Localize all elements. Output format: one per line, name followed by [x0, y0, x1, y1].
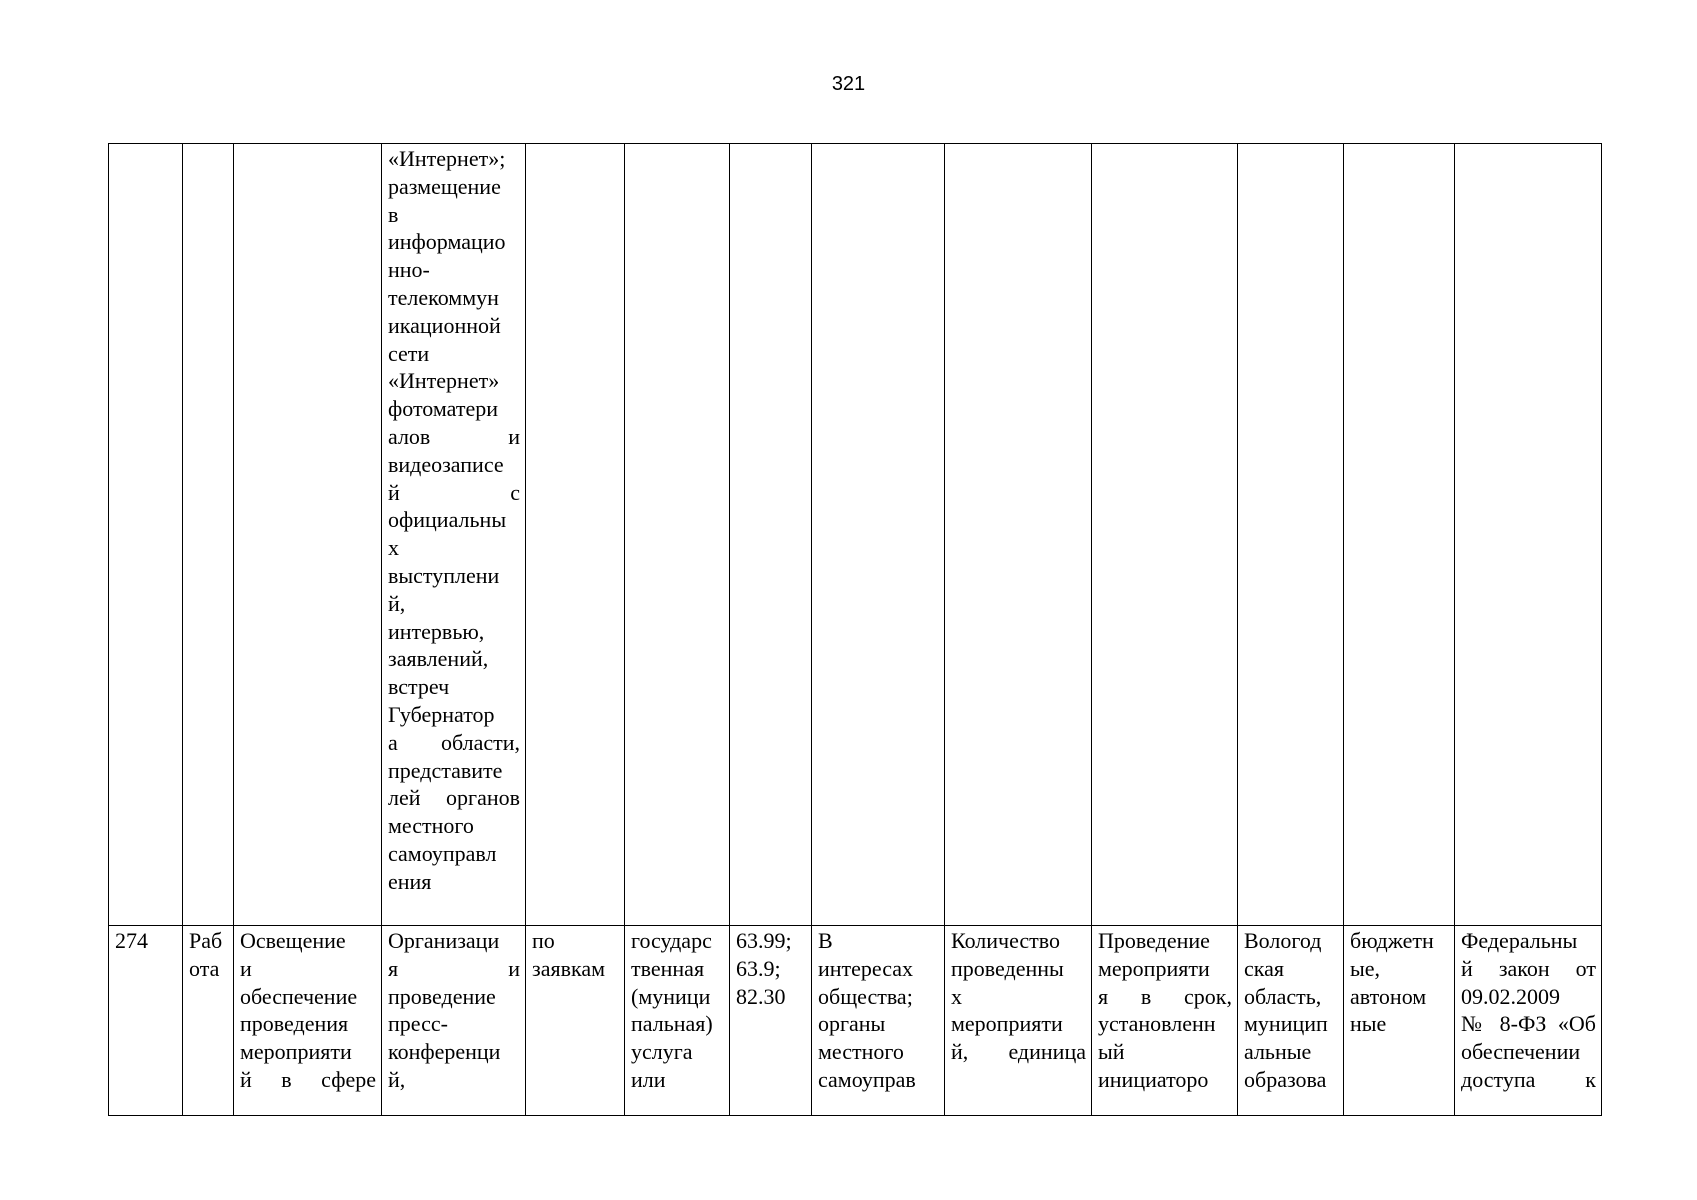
cell-text-line: лей органов — [388, 785, 520, 811]
cell-text-line: 09.02.2009 — [1461, 983, 1560, 1009]
cell-text-line: видеозаписе — [388, 451, 504, 477]
cell-text-line: местного — [818, 1039, 904, 1065]
cell-text-line: я и — [388, 955, 520, 981]
cell-text-line: фотоматери — [388, 396, 498, 422]
cell-text-line: альные — [1244, 1039, 1312, 1065]
cell-okved — [730, 144, 812, 926]
cell-text-line: обеспечении — [1461, 1039, 1581, 1065]
cell-text-line: мероприяти — [240, 1039, 352, 1065]
cell-text-line: 274 — [115, 928, 148, 953]
cell-text-line: обеспечение — [240, 983, 358, 1009]
cell-text-line: бюджетн — [1350, 928, 1434, 953]
table-row-274 — [109, 926, 1602, 1116]
cell-type — [183, 926, 234, 1116]
cell-text-line: 63.9; — [736, 955, 781, 981]
cell-text-line: Организаци — [388, 928, 500, 953]
cell-text-line: й с — [388, 479, 520, 505]
cell-text-line: и — [240, 955, 252, 981]
cell-text-line: размещение — [388, 173, 501, 199]
cell-text-line: область, — [1244, 983, 1322, 1009]
cell-text-line: № 8-ФЗ «Об — [1461, 1011, 1596, 1037]
cell-text-line: Губернатор — [388, 701, 495, 727]
cell-periodicity — [526, 144, 625, 926]
cell-quality — [1092, 144, 1238, 926]
cell-text-line: самоуправ — [818, 1066, 916, 1092]
cell-service-type — [625, 144, 730, 926]
cell-text-line: заявкам — [532, 955, 606, 981]
cell-okved — [730, 926, 812, 1116]
cell-text-line: пресс- — [388, 1011, 448, 1037]
cell-text-line: интервью, — [388, 618, 485, 644]
cell-text-line: ые, — [1350, 955, 1381, 981]
cell-periodicity — [526, 926, 625, 1116]
document-table — [108, 143, 1602, 1116]
cell-text-line: х — [388, 535, 399, 561]
cell-text-line: ый — [1098, 1039, 1125, 1065]
cell-text-line: установленн — [1098, 1011, 1216, 1037]
cell-text-line: по — [532, 928, 555, 953]
table-row-continuation — [109, 144, 1602, 926]
cell-territory — [1238, 144, 1344, 926]
cell-text-line: заявлений, — [388, 646, 489, 672]
cell-name — [234, 926, 382, 1116]
cell-text-line: Федеральны — [1461, 928, 1578, 953]
cell-text-line: представите — [388, 757, 503, 783]
cell-text-line: государс — [631, 928, 712, 953]
cell-legal-basis — [1455, 144, 1602, 926]
cell-text-line: (муници — [631, 983, 711, 1009]
cell-indicator — [945, 144, 1092, 926]
cell-text-line: проведения — [240, 1011, 349, 1037]
cell-text-line: органы — [818, 1011, 886, 1037]
cell-institution-type — [1344, 144, 1455, 926]
continuation-content-text — [388, 145, 520, 896]
cell-text-line: местного — [388, 813, 474, 839]
cell-text-line: пальная) — [631, 1011, 713, 1037]
cell-consumers — [812, 926, 945, 1116]
cell-text-line: ные — [1350, 1011, 1387, 1037]
cell-text-line: официальны — [388, 507, 507, 533]
cell-text-line: в — [388, 201, 399, 227]
cell-type — [183, 144, 234, 926]
cell-text-line: х — [951, 983, 962, 1009]
cell-content — [382, 926, 526, 1116]
cell-number — [109, 926, 183, 1116]
cell-number — [109, 144, 183, 926]
cell-text-line: выступлени — [388, 562, 500, 588]
cell-text-line: икационной — [388, 312, 501, 338]
cell-text-line: твенная — [631, 955, 705, 981]
cell-text-line: «Интернет» — [388, 368, 500, 394]
cell-text-line: встреч — [388, 674, 450, 700]
cell-text-line: й, — [388, 1066, 406, 1092]
cell-text-line: мероприяти — [1098, 955, 1210, 981]
cell-text-line: сети — [388, 340, 430, 366]
cell-text-line: Раб — [189, 928, 223, 953]
cell-text-line: «Интернет»; — [388, 146, 506, 171]
cell-text-line: нно- — [388, 257, 430, 283]
cell-name — [234, 144, 382, 926]
cell-text-line: доступа к — [1461, 1066, 1596, 1092]
cell-territory — [1238, 926, 1344, 1116]
cell-text-line: услуга — [631, 1039, 693, 1065]
cell-text-line: или — [631, 1066, 666, 1092]
cell-text-line: ота — [189, 955, 220, 981]
cell-text-line: 82.30 — [736, 983, 786, 1009]
cell-text-line: муницип — [1244, 1011, 1328, 1037]
cell-institution-type — [1344, 926, 1455, 1116]
page-number: 321 — [831, 73, 866, 95]
cell-text-line: В — [818, 928, 833, 953]
cell-text-line: Освещение — [240, 928, 346, 953]
cell-text-line: й, единица — [951, 1039, 1086, 1065]
cell-text-line: ская — [1244, 955, 1285, 981]
cell-content — [382, 144, 526, 926]
cell-text-line: 63.99; — [736, 928, 792, 953]
cell-text-line: проведение — [388, 983, 496, 1009]
cell-text-line: я в срок, — [1098, 983, 1232, 1009]
cell-text-line: Количество — [951, 928, 1061, 953]
cell-text-line: й в сфере — [240, 1066, 376, 1092]
cell-text-line: образова — [1244, 1066, 1327, 1092]
cell-quality — [1092, 926, 1238, 1116]
cell-text-line: Вологод — [1244, 928, 1322, 953]
cell-text-line: а области, — [388, 729, 520, 755]
cell-text-line: й, — [388, 590, 406, 616]
cell-text-line: конференци — [388, 1039, 501, 1065]
cell-text-line: информацио — [388, 229, 506, 255]
cell-text-line: общества; — [818, 983, 913, 1009]
cell-text-line: самоуправл — [388, 840, 497, 866]
cell-indicator — [945, 926, 1092, 1116]
cell-text-line: ения — [388, 868, 432, 894]
cell-text-line: мероприяти — [951, 1011, 1063, 1037]
cell-text-line: Проведение — [1098, 928, 1210, 953]
cell-text-line: автоном — [1350, 983, 1427, 1009]
cell-text-line: телекоммун — [388, 284, 499, 310]
cell-text-line: проведенны — [951, 955, 1064, 981]
cell-legal-basis — [1455, 926, 1602, 1116]
cell-text-line: интересах — [818, 955, 914, 981]
cell-consumers — [812, 144, 945, 926]
cell-text-line: й закон от — [1461, 955, 1596, 981]
cell-text-line: инициаторо — [1098, 1066, 1209, 1092]
cell-service-type — [625, 926, 730, 1116]
cell-text-line: алов и — [388, 423, 520, 449]
